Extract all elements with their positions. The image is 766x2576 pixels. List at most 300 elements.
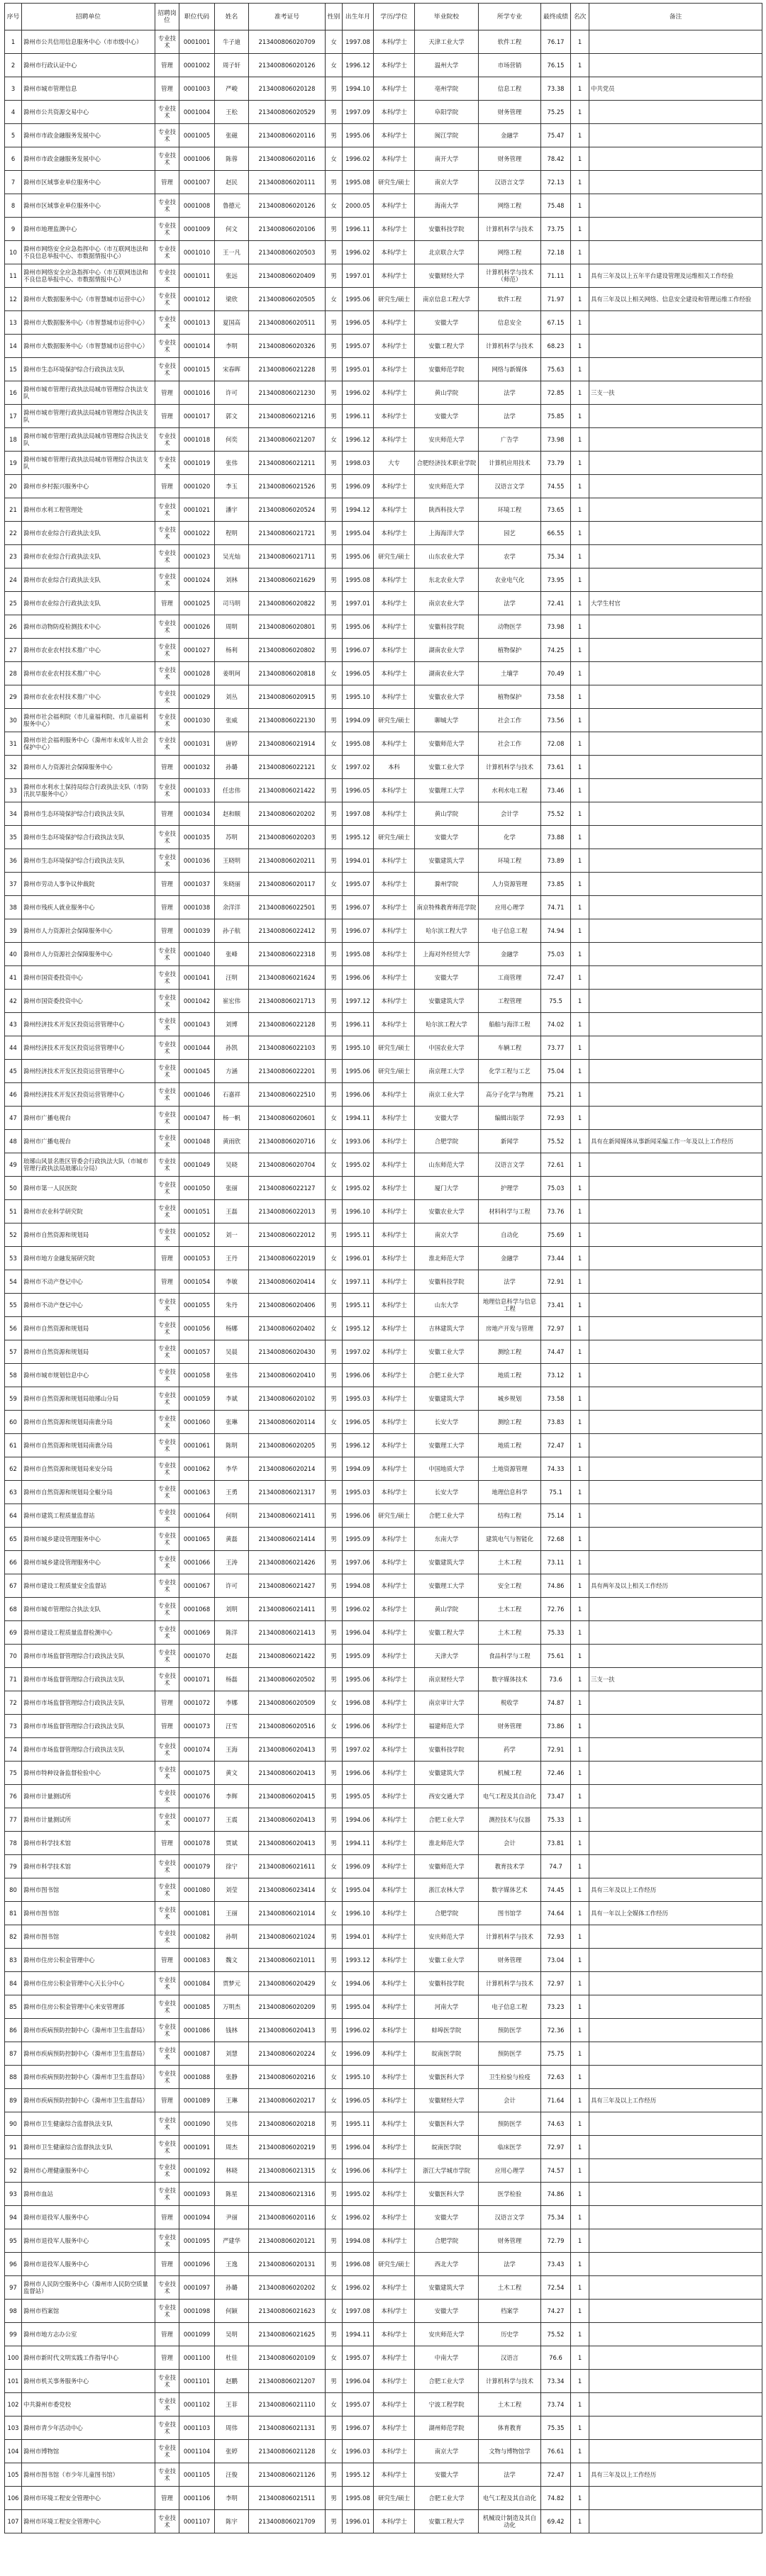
table-cell: 0001052 — [179, 1223, 215, 1247]
table-cell: 本科/学士 — [374, 1645, 415, 1668]
table-cell: 专业技术 — [155, 2112, 179, 2136]
table-cell: 男 — [326, 77, 343, 101]
table-cell: 1 — [571, 522, 589, 545]
table-cell: 男 — [326, 2229, 343, 2253]
table-cell: 本科/学士 — [374, 2323, 415, 2346]
table-row — [5, 639, 762, 662]
table-cell: 计算机科学与技术 — [479, 335, 541, 358]
table-cell: 管理 — [155, 2487, 179, 2510]
table-row — [5, 1855, 762, 1878]
table-cell: 化学工程与工艺 — [479, 1060, 541, 1083]
table-cell: 1 — [571, 802, 589, 826]
table-cell: 男 — [326, 522, 343, 545]
table-cell: 本科/学士 — [374, 2370, 415, 2393]
table-cell: 1995.09 — [343, 1645, 374, 1668]
table-cell: 安庆师范大学 — [415, 428, 479, 452]
table-cell: 男 — [326, 218, 343, 241]
column-header: 姓名 — [215, 4, 249, 30]
table-cell: 49 — [5, 1153, 22, 1177]
table-cell: 专业技术 — [155, 2159, 179, 2183]
table-cell: 1 — [571, 2042, 589, 2066]
table-cell: 1996.02 — [343, 381, 374, 405]
table-cell: 滁州市劳动人事争议仲裁院 — [22, 873, 155, 896]
table-cell: 南京财经大学 — [415, 1668, 479, 1691]
table-cell: 213400806020126 — [249, 54, 326, 77]
table-cell — [589, 662, 762, 685]
table-cell: 72.63 — [541, 2066, 571, 2089]
table-cell: 男 — [326, 498, 343, 522]
table-cell: 李斌 — [215, 1387, 249, 1411]
table-cell: 213400806021526 — [249, 475, 326, 498]
table-cell: 本科/学士 — [374, 849, 415, 873]
table-cell: 蚌埠医学院 — [415, 2019, 479, 2042]
table-cell: 本科/学士 — [374, 335, 415, 358]
table-cell: 地理信息科学与信息工程 — [479, 1294, 541, 1317]
table-cell: 市场营销 — [479, 54, 541, 77]
table-cell: 专业技术 — [155, 498, 179, 522]
table-cell: 杨磊 — [215, 1668, 249, 1691]
table-cell: 1994.11 — [343, 2323, 374, 2346]
table-cell: 本科/学士 — [374, 2393, 415, 2417]
table-cell: 汉语言 — [479, 2346, 541, 2370]
table-cell: 54 — [5, 1270, 22, 1294]
table-cell: 管理 — [155, 1691, 179, 1715]
table-cell: 女 — [326, 1177, 343, 1200]
table-cell: 专业技术 — [155, 569, 179, 592]
table-cell: 安庆师范大学 — [415, 2323, 479, 2346]
table-cell: 应用心理学 — [479, 2159, 541, 2183]
table-cell: 60 — [5, 1411, 22, 1434]
table-cell: 西安交通大学 — [415, 1785, 479, 1808]
table-cell: 0001060 — [179, 1411, 215, 1434]
table-cell: 1 — [571, 147, 589, 171]
table-cell: 1995.05 — [343, 1785, 374, 1808]
table-cell: 滁州市环境工程安全管理中心 — [22, 2487, 155, 2510]
table-cell: 1 — [571, 1504, 589, 1528]
table-cell: 建筑电气与智能化 — [479, 1528, 541, 1551]
table-cell — [589, 1832, 762, 1855]
table-row — [5, 802, 762, 826]
table-cell: 29 — [5, 685, 22, 709]
table-cell: 滁州市市政金融服务发展中心 — [22, 147, 155, 171]
table-cell: 213400806021623 — [249, 2300, 326, 2323]
table-cell: 75.34 — [541, 2206, 571, 2229]
table-cell: 专业技术 — [155, 1598, 179, 1621]
table-row — [5, 1715, 762, 1738]
table-cell: 74.45 — [541, 1878, 571, 1902]
table-cell: 0001099 — [179, 2323, 215, 2346]
table-cell: 1994.11 — [343, 1107, 374, 1130]
table-cell: 滁州市农业综合行政执法支队 — [22, 592, 155, 615]
table-cell: 合肥经济技术职业学院 — [415, 452, 479, 475]
table-cell — [589, 1223, 762, 1247]
table-cell — [589, 826, 762, 849]
table-cell: 1 — [571, 1481, 589, 1504]
table-cell: 安徽医科大学 — [415, 2112, 479, 2136]
table-cell: 75.34 — [541, 545, 571, 569]
table-cell: 0001004 — [179, 101, 215, 124]
table-cell: 73.83 — [541, 1411, 571, 1434]
table-row — [5, 522, 762, 545]
table-cell: 宋春晖 — [215, 358, 249, 381]
table-cell: 安徽工业大学 — [415, 1340, 479, 1364]
table-cell: 专业技术 — [155, 147, 179, 171]
table-cell: 动物医学 — [479, 615, 541, 639]
table-cell: 42 — [5, 990, 22, 1013]
table-cell: 黄山学院 — [415, 381, 479, 405]
table-cell: 专业技术 — [155, 615, 179, 639]
table-cell: 73.89 — [541, 849, 571, 873]
table-cell: 本科/学士 — [374, 569, 415, 592]
table-cell: 0001072 — [179, 1691, 215, 1715]
table-cell: 本科/学士 — [374, 1949, 415, 1972]
table-cell: 安徽建筑大学 — [415, 1551, 479, 1574]
table-cell: 土木工程 — [479, 2276, 541, 2300]
table-cell — [589, 1411, 762, 1434]
table-cell: 滁州市农业综合行政执法支队 — [22, 522, 155, 545]
table-cell: 213400806020224 — [249, 2042, 326, 2066]
table-cell: 213400806020126 — [249, 194, 326, 218]
table-cell — [589, 849, 762, 873]
table-cell: 76.15 — [541, 54, 571, 77]
table-cell: 女 — [326, 1878, 343, 1902]
table-cell: 陈洋 — [215, 1621, 249, 1645]
table-cell: 专业技术 — [155, 1457, 179, 1481]
table-cell: 72 — [5, 1691, 22, 1715]
table-cell — [589, 1364, 762, 1387]
table-cell: 24 — [5, 569, 22, 592]
table-cell: 1996.06 — [343, 1504, 374, 1528]
table-cell: 0001049 — [179, 1153, 215, 1177]
table-cell: 87 — [5, 2042, 22, 2066]
table-cell: 本科/学士 — [374, 1083, 415, 1107]
table-cell: 广告学 — [479, 428, 541, 452]
table-cell: 0001054 — [179, 1270, 215, 1294]
table-row — [5, 30, 762, 54]
table-cell: 213400806020106 — [249, 218, 326, 241]
table-cell: 71.97 — [541, 288, 571, 311]
table-cell: 1 — [571, 1878, 589, 1902]
table-cell: 0001069 — [179, 1621, 215, 1645]
table-cell — [589, 498, 762, 522]
table-cell: 1 — [571, 1551, 589, 1574]
table-row — [5, 2206, 762, 2229]
table-cell: 女 — [326, 1411, 343, 1434]
table-cell: 91 — [5, 2136, 22, 2159]
table-cell: 0001068 — [179, 1598, 215, 1621]
table-cell: 1 — [571, 1364, 589, 1387]
table-cell: 信息安全 — [479, 311, 541, 335]
table-cell: 56 — [5, 1317, 22, 1340]
table-cell: 亳州学院 — [415, 77, 479, 101]
table-cell: 1 — [5, 30, 22, 54]
table-cell: 本科/学士 — [374, 802, 415, 826]
table-cell: 男 — [326, 545, 343, 569]
table-cell: 73.79 — [541, 452, 571, 475]
table-cell — [589, 428, 762, 452]
table-cell: 专业技术 — [155, 288, 179, 311]
table-cell: 0001095 — [179, 2229, 215, 2253]
table-cell: 103 — [5, 2417, 22, 2440]
table-row — [5, 1340, 762, 1364]
table-cell — [589, 685, 762, 709]
table-cell: 汪雪 — [215, 1715, 249, 1738]
table-cell: 女 — [326, 2440, 343, 2463]
table-cell: 1 — [571, 2159, 589, 2183]
table-cell: 专业技术 — [155, 1528, 179, 1551]
table-cell: 105 — [5, 2463, 22, 2487]
table-cell — [589, 1621, 762, 1645]
table-cell: 213400806020209 — [249, 1995, 326, 2019]
table-cell: 213400806020218 — [249, 2112, 326, 2136]
table-cell: 天津大学 — [415, 1645, 479, 1668]
table-cell: 财务管理 — [479, 1715, 541, 1738]
table-cell: 管理 — [155, 77, 179, 101]
table-cell: 滁州市大数据服务中心（市智慧城市运营中心） — [22, 288, 155, 311]
table-cell: 浙江大学城市学院 — [415, 2159, 479, 2183]
table-cell: 1996.06 — [343, 1762, 374, 1785]
table-cell: 专业技术 — [155, 1551, 179, 1574]
table-cell: 73.56 — [541, 709, 571, 732]
table-cell: 滁州市卫生健康综合监督执法支队 — [22, 2112, 155, 2136]
table-cell: 1994.06 — [343, 1808, 374, 1832]
table-cell: 滁州市疾病预防控制中心（滁州市卫生监督局） — [22, 2042, 155, 2066]
column-header: 准考证号 — [249, 4, 326, 30]
table-cell: 0001066 — [179, 1551, 215, 1574]
table-cell: 滁州市自然资源和规划局琅琊山分局 — [22, 1387, 155, 1411]
table-cell: 68 — [5, 1598, 22, 1621]
table-cell — [589, 1738, 762, 1762]
table-cell: 男 — [326, 2183, 343, 2206]
table-cell: 73.85 — [541, 873, 571, 896]
table-cell: 213400806021713 — [249, 990, 326, 1013]
table-cell: 0001090 — [179, 2112, 215, 2136]
table-row — [5, 943, 762, 966]
table-cell: 滁州市农业综合行政执法支队 — [22, 569, 155, 592]
table-cell: 1 — [571, 2463, 589, 2487]
table-cell: 53 — [5, 1247, 22, 1270]
table-cell: 73.88 — [541, 826, 571, 849]
table-cell: 213400806021211 — [249, 452, 326, 475]
table-cell: 专业技术 — [155, 1060, 179, 1083]
table-cell: 1997.02 — [343, 1340, 374, 1364]
table-row — [5, 1294, 762, 1317]
table-cell: 0001050 — [179, 1177, 215, 1200]
table-cell — [589, 1340, 762, 1364]
table-cell: 滁州市广播电视台 — [22, 1107, 155, 1130]
table-cell: 王逸 — [215, 2253, 249, 2276]
table-cell: 滁州市建设工程质量监督检测中心 — [22, 1621, 155, 1645]
table-row — [5, 475, 762, 498]
table-cell: 1996.11 — [343, 218, 374, 241]
table-cell: 本科/学士 — [374, 1551, 415, 1574]
table-cell: 厦门大学 — [415, 1177, 479, 1200]
table-cell: 76 — [5, 1785, 22, 1808]
table-cell: 本科/学士 — [374, 1107, 415, 1130]
table-row — [5, 1691, 762, 1715]
table-cell: 0001046 — [179, 1083, 215, 1107]
table-cell: 0001021 — [179, 498, 215, 522]
table-cell — [589, 1481, 762, 1504]
table-cell: 专业技术 — [155, 1785, 179, 1808]
table-cell: 黄雨欣 — [215, 1130, 249, 1153]
table-cell: 12 — [5, 288, 22, 311]
table-cell: 73.76 — [541, 1200, 571, 1223]
table-cell: 13 — [5, 311, 22, 335]
table-cell: 1 — [571, 54, 589, 77]
table-cell: 0001074 — [179, 1738, 215, 1762]
table-cell: 0001036 — [179, 849, 215, 873]
table-cell: 李明 — [215, 335, 249, 358]
table-cell: 山东农业大学 — [415, 545, 479, 569]
table-row — [5, 264, 762, 288]
table-row — [5, 873, 762, 896]
table-cell: 73.81 — [541, 1832, 571, 1855]
table-cell: 魏文 — [215, 1949, 249, 1972]
table-row — [5, 218, 762, 241]
table-cell — [589, 2510, 762, 2533]
table-cell: 213400806020429 — [249, 1972, 326, 1995]
table-row — [5, 1645, 762, 1668]
table-cell: 1995.12 — [343, 2463, 374, 2487]
table-cell: 滁州市城市管理行政执法局城市管理综合执法支队 — [22, 405, 155, 428]
table-cell: 1 — [571, 2323, 589, 2346]
table-cell: 本科/学士 — [374, 1902, 415, 1925]
table-cell: 陈宇 — [215, 2510, 249, 2533]
table-cell: 专业技术 — [155, 264, 179, 288]
table-cell: 213400806020131 — [249, 2253, 326, 2276]
table-cell: 滁州市市政金融服务发展中心 — [22, 124, 155, 147]
table-cell: 8 — [5, 194, 22, 218]
table-cell: 1 — [571, 1668, 589, 1691]
table-cell: 75.52 — [541, 802, 571, 826]
table-cell: 72.93 — [541, 1107, 571, 1130]
table-cell: 专业技术 — [155, 639, 179, 662]
table-cell: 汉语言文学 — [479, 2206, 541, 2229]
table-cell: 南京特殊教育师范学院 — [415, 896, 479, 919]
table-cell: 73.98 — [541, 615, 571, 639]
table-row — [5, 1762, 762, 1785]
table-cell: 专业技术 — [155, 1855, 179, 1878]
table-cell: 1 — [571, 218, 589, 241]
table-cell: 本科/学士 — [374, 54, 415, 77]
table-cell: 213400806021128 — [249, 2440, 326, 2463]
table-cell — [589, 54, 762, 77]
table-cell: 74.86 — [541, 1574, 571, 1598]
table-cell: 研究生/硕士 — [374, 826, 415, 849]
table-row — [5, 428, 762, 452]
table-cell: 73.04 — [541, 1949, 571, 1972]
table-cell: 1996.04 — [343, 2136, 374, 2159]
table-cell: 朱丹 — [215, 1294, 249, 1317]
table-cell: 长安大学 — [415, 1411, 479, 1434]
table-cell: 刘丛 — [215, 685, 249, 709]
table-cell: 滁州市建筑工程质量监督站 — [22, 1504, 155, 1528]
table-cell: 1995.07 — [343, 2393, 374, 2417]
table-cell: 74.63 — [541, 2112, 571, 2136]
table-cell: 滁州市城市规划信息中心 — [22, 1364, 155, 1387]
table-row — [5, 919, 762, 943]
table-cell: 计算机科学与技术 — [479, 1972, 541, 1995]
table-cell: 预防医学 — [479, 2112, 541, 2136]
table-cell: 滁州市新时代文明实践工作指导中心 — [22, 2346, 155, 2370]
table-cell: 电气工程及其自动化 — [479, 1785, 541, 1808]
table-cell: 计算机科学与技术（师范） — [479, 264, 541, 288]
table-cell: 1997.08 — [343, 30, 374, 54]
table-cell: 1 — [571, 592, 589, 615]
table-cell: 96 — [5, 2253, 22, 2276]
table-cell: 0001031 — [179, 732, 215, 756]
table-cell: 计算机应用技术 — [479, 452, 541, 475]
table-row — [5, 849, 762, 873]
table-cell: 专业技术 — [155, 1387, 179, 1411]
table-cell: 41 — [5, 966, 22, 990]
table-cell: 研究生/硕士 — [374, 709, 415, 732]
table-cell: 1 — [571, 1995, 589, 2019]
table-row — [5, 1200, 762, 1223]
table-cell: 213400806021216 — [249, 405, 326, 428]
table-cell: 专业技术 — [155, 1434, 179, 1457]
table-cell: 0001009 — [179, 218, 215, 241]
table-cell: 1993.06 — [343, 1130, 374, 1153]
table-cell: 滁州市心理健康服务中心 — [22, 2159, 155, 2183]
table-cell: 0001012 — [179, 288, 215, 311]
table-cell: 专业技术 — [155, 1668, 179, 1691]
table-cell: 本科/学士 — [374, 1200, 415, 1223]
table-cell: 213400806022019 — [249, 1247, 326, 1270]
table-cell: 滁州市退役军人服务中心 — [22, 2206, 155, 2229]
table-cell: 唐婷 — [215, 732, 249, 756]
table-cell: 88 — [5, 2066, 22, 2089]
table-cell: 0001106 — [179, 2487, 215, 2510]
table-cell: 213400806020716 — [249, 1130, 326, 1153]
table-cell: 1995.06 — [343, 545, 374, 569]
table-cell: 滁州市自然资源和规划局 — [22, 1223, 155, 1247]
table-cell: 0001059 — [179, 1387, 215, 1411]
table-cell: 1995.06 — [343, 288, 374, 311]
table-cell: 80 — [5, 1878, 22, 1902]
table-cell — [589, 2417, 762, 2440]
table-cell: 0001026 — [179, 615, 215, 639]
table-cell: 男 — [326, 1551, 343, 1574]
table-cell: 0001098 — [179, 2300, 215, 2323]
table-cell: 0001038 — [179, 896, 215, 919]
table-cell: 专业技术 — [155, 1130, 179, 1153]
table-cell: 安徽大学 — [415, 826, 479, 849]
table-cell: 滁州市自然资源和规划局南谯分局 — [22, 1411, 155, 1434]
table-cell: 44 — [5, 1036, 22, 1060]
table-cell: 1994.01 — [343, 849, 374, 873]
table-cell: 75.03 — [541, 943, 571, 966]
table-cell: 本科/学士 — [374, 1013, 415, 1036]
table-cell: 213400806020601 — [249, 1107, 326, 1130]
table-cell: 滁州市城市管理综合执法支队 — [22, 1598, 155, 1621]
table-cell: 城乡规划 — [479, 1387, 541, 1411]
table-cell: 应用心理学 — [479, 896, 541, 919]
table-cell: 滁州市疾病预防控制中心（滁州市卫生监督局） — [22, 2019, 155, 2042]
table-cell: 1996.09 — [343, 1855, 374, 1878]
table-cell — [589, 1925, 762, 1949]
table-cell: 管理 — [155, 405, 179, 428]
table-cell: 1 — [571, 1130, 589, 1153]
table-cell — [589, 779, 762, 802]
table-cell: 张威 — [215, 709, 249, 732]
table-cell: 72.54 — [541, 2276, 571, 2300]
table-row — [5, 2253, 762, 2276]
table-cell — [589, 1083, 762, 1107]
table-cell: 1994.06 — [343, 1972, 374, 1995]
table-cell: 专业技术 — [155, 545, 179, 569]
